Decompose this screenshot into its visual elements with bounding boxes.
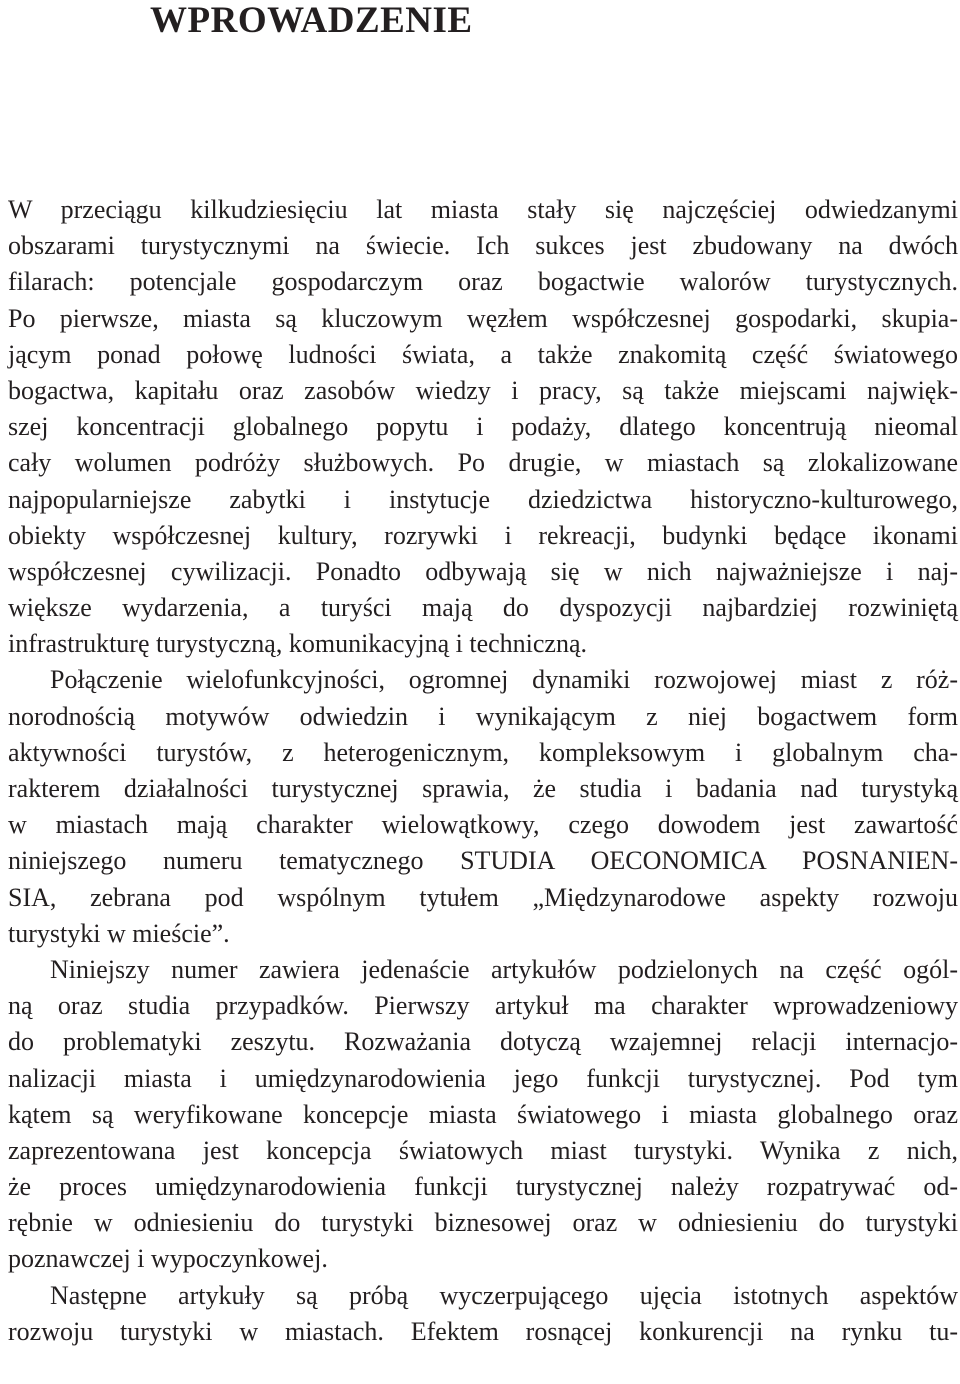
body-text (8, 192, 958, 1350)
text-line: turystyki w mieście”. (8, 918, 230, 948)
text-line: kątem są weryfikowane koncepcje miasta światowego i miasta globalnego oraz (8, 1099, 958, 1129)
text-line: W przeciągu kilkudziesięciu lat miasta stały się najczęściej odwiedzanymi (8, 195, 958, 224)
text-line: zaprezentowana jest koncepcja światowych miast turystyki. Wynika z nich, (8, 1135, 958, 1165)
paragraph-3 (8, 952, 958, 1278)
paragraph-2 (8, 662, 958, 952)
text-line: ną oraz studia przypadków. Pierwszy artykuł ma charakter wprowadzeniowy (8, 991, 958, 1021)
text-line: niniejszego numeru tematycznego STUDIA OECONOMICA POSNANIEN- (8, 846, 958, 876)
text-line: większe wydarzenia, a turyści mają do dyspozycji najbardziej rozwiniętą (8, 593, 958, 623)
text-line: Po pierwsze, miasta są kluczowym węzłem współczesnej gospodarki, skupia- (8, 303, 958, 333)
text-line: obiekty współczesnej kultury, rozrywki i rekreacji, budynki będące ikonami (8, 520, 958, 550)
text-line: do problematyki zeszytu. Rozważania dotyczą wzajemnej relacji internacjo- (8, 1027, 958, 1057)
paragraph-1 (8, 192, 958, 662)
text-line: rębnie w odniesieniu do turystyki biznesowej oraz w odniesieniu do turystyki (8, 1208, 958, 1238)
text-line: szej koncentracji globalnego popytu i podaży, dlatego koncentrują nieomal (8, 412, 958, 442)
text-line: współczesnej cywilizacji. Ponadto odbywają się w nich najważniejsze i naj- (8, 556, 958, 586)
page-title: WPROWADZENIE (150, 0, 473, 41)
text-line: nalizacji miasta i umiędzynarodowienia jego funkcji turystycznej. Pod tym (8, 1063, 958, 1093)
text-line: norodnością motywów odwiedzin i wynikającym z niej bogactwem form (8, 701, 958, 731)
text-line: jącym ponad połowę ludności świata, a także znakomitą część światowego (8, 339, 958, 369)
text-line: Połączenie wielofunkcyjności, ogromnej dynamiki rozwojowej miast z róż- (50, 665, 958, 695)
paragraph-4 (8, 1278, 958, 1350)
text-line: aktywności turystów, z heterogenicznym, kompleksowym i globalnym cha- (8, 737, 958, 767)
text-line: Niniejszy numer zawiera jedenaście artykułów podzielonych na część ogól- (50, 954, 958, 984)
text-line: najpopularniejsze zabytki i instytucje dziedzictwa historyczno-kulturowego, (8, 484, 958, 514)
text-line: Następne artykuły są próbą wyczerpującego ujęcia istotnych aspektów (50, 1280, 958, 1310)
text-line: że proces umiędzynarodowienia funkcji turystycznej należy rozpatrywać od- (8, 1172, 958, 1202)
text-line: infrastrukturę turystyczną, komunikacyjną i techniczną. (8, 629, 588, 659)
text-line: rakterem działalności turystycznej sprawia, że studia i badania nad turystyką (8, 774, 958, 803)
text-line: filarach: potencjale gospodarczym oraz bogactwie walorów turystycznych. (8, 267, 958, 297)
text-line: rozwoju turystyki w miastach. Efektem rosnącej konkurencji na rynku tu- (8, 1316, 958, 1346)
page (8, 0, 958, 1346)
text-line: cały wolumen podróży służbowych. Po drugie, w miastach są zlokalizowane (8, 448, 958, 478)
text-line: poznawczej i wypoczynkowej. (8, 1244, 328, 1274)
text-line: obszarami turystycznymi na świecie. Ich sukces jest zbudowany na dwóch (8, 231, 958, 261)
text-line: SIA, zebrana pod wspólnym tytułem „Międzynarodowe aspekty rozwoju (8, 882, 958, 912)
text-line: bogactwa, kapitału oraz zasobów wiedzy i pracy, są także miejscami najwięk- (8, 375, 958, 405)
text-line: w miastach mają charakter wielowątkowy, czego dowodem jest zawartość (8, 810, 958, 840)
